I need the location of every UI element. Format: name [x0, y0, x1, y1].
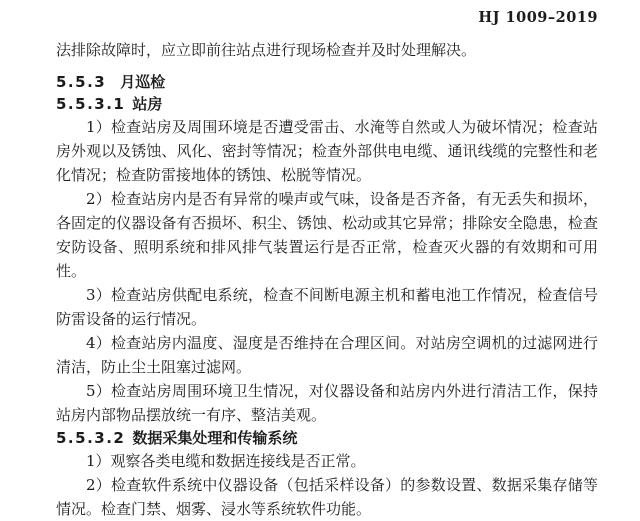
station-list-item-1: 1）检查站房及周围环境是否遭受雷击、水淹等自然或人为破坏情况；检查站房外观以及锈蚀、风化、密封等情况；检查外部供电电缆、通讯线缆的完整性和老化情况；检查防雷接地体的锈蚀、松脱等情况。: [56, 118, 598, 184]
subsection-title: 站房: [132, 95, 163, 113]
subsection-number: 5.5.3.1: [56, 95, 126, 113]
section-heading-monthly-inspection: [56, 71, 598, 93]
station-list-item-5: 5）检查站房周围环境卫生情况，对仪器设备和站房内外进行清洁工作，保持站房内部物品摆放统一有序、整洁美观。: [56, 382, 598, 424]
data-system-list-item-2: 2）检查软件系统中仪器设备（包括采样设备）的参数设置、数据采集存储等情况。检查门禁、烟雾、浸水等系统软件功能。: [56, 476, 598, 518]
data-system-list-item-1: 1）观察各类电缆和数据连接线是否正常。: [86, 452, 366, 470]
subsection-number: 5.5.3.2: [56, 429, 126, 447]
section-title: 月巡检: [120, 73, 166, 91]
subsection-heading-data-transmission-system: [56, 427, 598, 449]
section-number: 5.5.3: [56, 73, 107, 91]
station-list-item-2: 2）检查站房内是否有异常的噪声或气味，设备是否齐备，有无丢失和损坏，各固定的仪器设备有否损坏、积尘、锈蚀、松动或其它异常；排除安全隐患，检查安防设备、照明系统和排风排气装置运行是否正常，检查灭火器的有效期和可用性。: [56, 190, 598, 280]
subsection-heading-station-room: [56, 93, 598, 115]
station-list-item-4: 4）检查站房内温度、湿度是否维持在合理区间。对站房空调机的过滤网进行清洁，防止尘土阻塞过滤网。: [56, 334, 598, 376]
subsection-title: 数据采集处理和传输系统: [132, 429, 298, 447]
station-list-item-3: 3）检查站房供配电系统，检查不间断电源主机和蓄电池工作情况，检查信号防雷设备的运行情况。: [56, 286, 598, 328]
doc-number-header: HJ 1009–2019: [478, 9, 598, 26]
intro-continuation-paragraph: 法排除故障时，应立即前往站点进行现场检查并及时处理解决。: [56, 41, 477, 59]
